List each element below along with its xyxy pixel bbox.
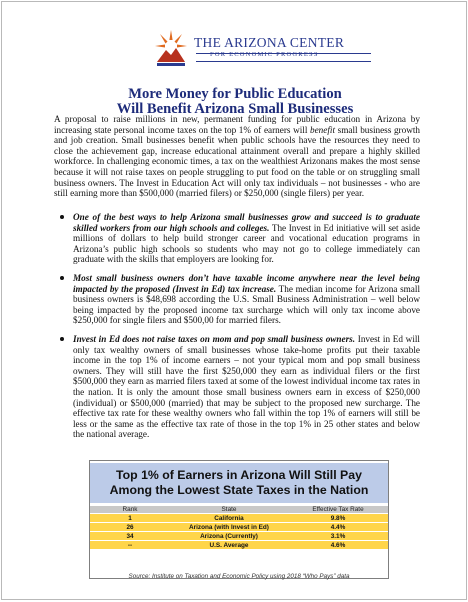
table-title-line-2: Among the Lowest State Taxes in the Nation (109, 483, 369, 497)
intro-text-2: small business growth and job creation. Small businesses benefit when public schools have the resources they need to close the achievement gap, increase educational attainment overall and prepare a highly skilled workforce. In challenging economic times, a tax on the wealthiest Arizonans makes the most sense because it will not raise taxes on people struggling to put food on the table or on struggling small business owners. The Invest in Education Act will only tax individuals – not businesses - who are still earning more than $500,000 (married filers) or $250,000 (single filers) per year. (54, 124, 420, 199)
arizona-sun-logo-icon (152, 24, 190, 70)
bullet-dot-icon (60, 215, 64, 219)
document-page (1, 1, 467, 600)
org-divider-bottom (196, 61, 371, 62)
table-row (90, 541, 388, 550)
table-header-row (90, 506, 388, 514)
state-cell: Arizona (with Invest in Ed) (170, 523, 288, 532)
table-title (90, 463, 388, 503)
rate-cell: 9.8% (288, 514, 388, 523)
bullet-body: Invest in Ed will only tax wealthy owners of small businesses whose take-home profits put their taxable income in the top 1% of income earners – not your typical mom and pop small business owners. They will still have the first $250,000 they earn as individual filers or the first $500,000 they earn as married filers taxed at some of the lowest individual income tax rates in the nation. It is only the amount those small business owners earn in excess of $250,000 (individual) or $500,000 (married) that may be subject to the proposed new surcharge. The effective tax rate for these wealthy owners who fall within the top 1% of earners will still be less or the same as the effective tax rate of those in the top 1% in 25 other states and below the national average. (73, 333, 420, 440)
org-header (152, 24, 452, 76)
state-cell: California (170, 514, 288, 523)
bullet-body: The median income for Arizona small business owners is $48,698 according the U.S. Small Business Administration – well below being impacted by the proposed income tax surcharge which will only tax income above $250,000 for single filers and $500,00 for married filers. (73, 283, 420, 326)
bullet-lead: Invest in Ed does not raise taxes on mom and pop small business owners. (73, 333, 356, 344)
state-cell: Arizona (Currently) (170, 532, 288, 541)
bullet-lead: One of the best ways to help Arizona small businesses grow and succeed is to graduate skilled workers from our high schools and colleges. (73, 212, 420, 233)
table-row (90, 523, 388, 532)
org-name: THE ARIZONA CENTER (194, 35, 345, 50)
bullet-dot-icon (60, 276, 64, 280)
tax-rate-table (90, 505, 388, 549)
intro-paragraph (54, 114, 420, 199)
rate-cell: 4.4% (288, 523, 388, 532)
intro-text-1: A proposal to raise millions in new, permanent funding for public education in Arizona by increasing state personal income taxes on the top 1% of earners will (54, 114, 420, 135)
rank-cell: 1 (90, 514, 170, 523)
table-title-line-1: Top 1% of Earners in Arizona Will Still Pay (116, 468, 362, 482)
rate-cell: 4.6% (288, 541, 388, 550)
tax-rate-table-box (89, 460, 389, 579)
column-header-rate: Effective Tax Rate (288, 506, 388, 514)
state-cell: U.S. Average (170, 541, 288, 550)
table-source-note: Source: Institute on Taxation and Economic Policy using 2018 “Who Pays” data (128, 573, 350, 580)
document-title (2, 87, 467, 117)
rank-cell: 34 (90, 532, 170, 541)
rank-cell: -- (90, 541, 170, 550)
bullet-item (60, 273, 420, 326)
title-line-1: More Money for Public Education (128, 86, 342, 102)
intro-emphasis: benefit (310, 124, 336, 135)
bullet-list (60, 212, 420, 448)
bullet-body: The Invest in Ed initiative will set aside millions of dollars to help build stronger career and vocational education programs in Arizona’s public high schools so students who may not go to college immediately can graduate with the skills that employers are looking for. (73, 222, 420, 265)
table-row (90, 514, 388, 523)
bullet-lead: Most small business owners don’t have taxable income anywhere near the level being impacted by the proposed (Invest in Ed) tax increase. (73, 272, 420, 294)
table-row (90, 532, 388, 541)
bullet-dot-icon (60, 337, 64, 341)
org-subtitle: FOR ECONOMIC PROGRESS (210, 51, 319, 58)
title-line-2: Will Benefit Arizona Small Businesses (116, 101, 354, 117)
column-header-state: State (170, 506, 288, 514)
rank-cell: 26 (90, 523, 170, 532)
bullet-item (60, 212, 420, 265)
column-header-rank: Rank (90, 506, 170, 514)
bullet-item (60, 334, 420, 440)
rate-cell: 3.1% (288, 532, 388, 541)
